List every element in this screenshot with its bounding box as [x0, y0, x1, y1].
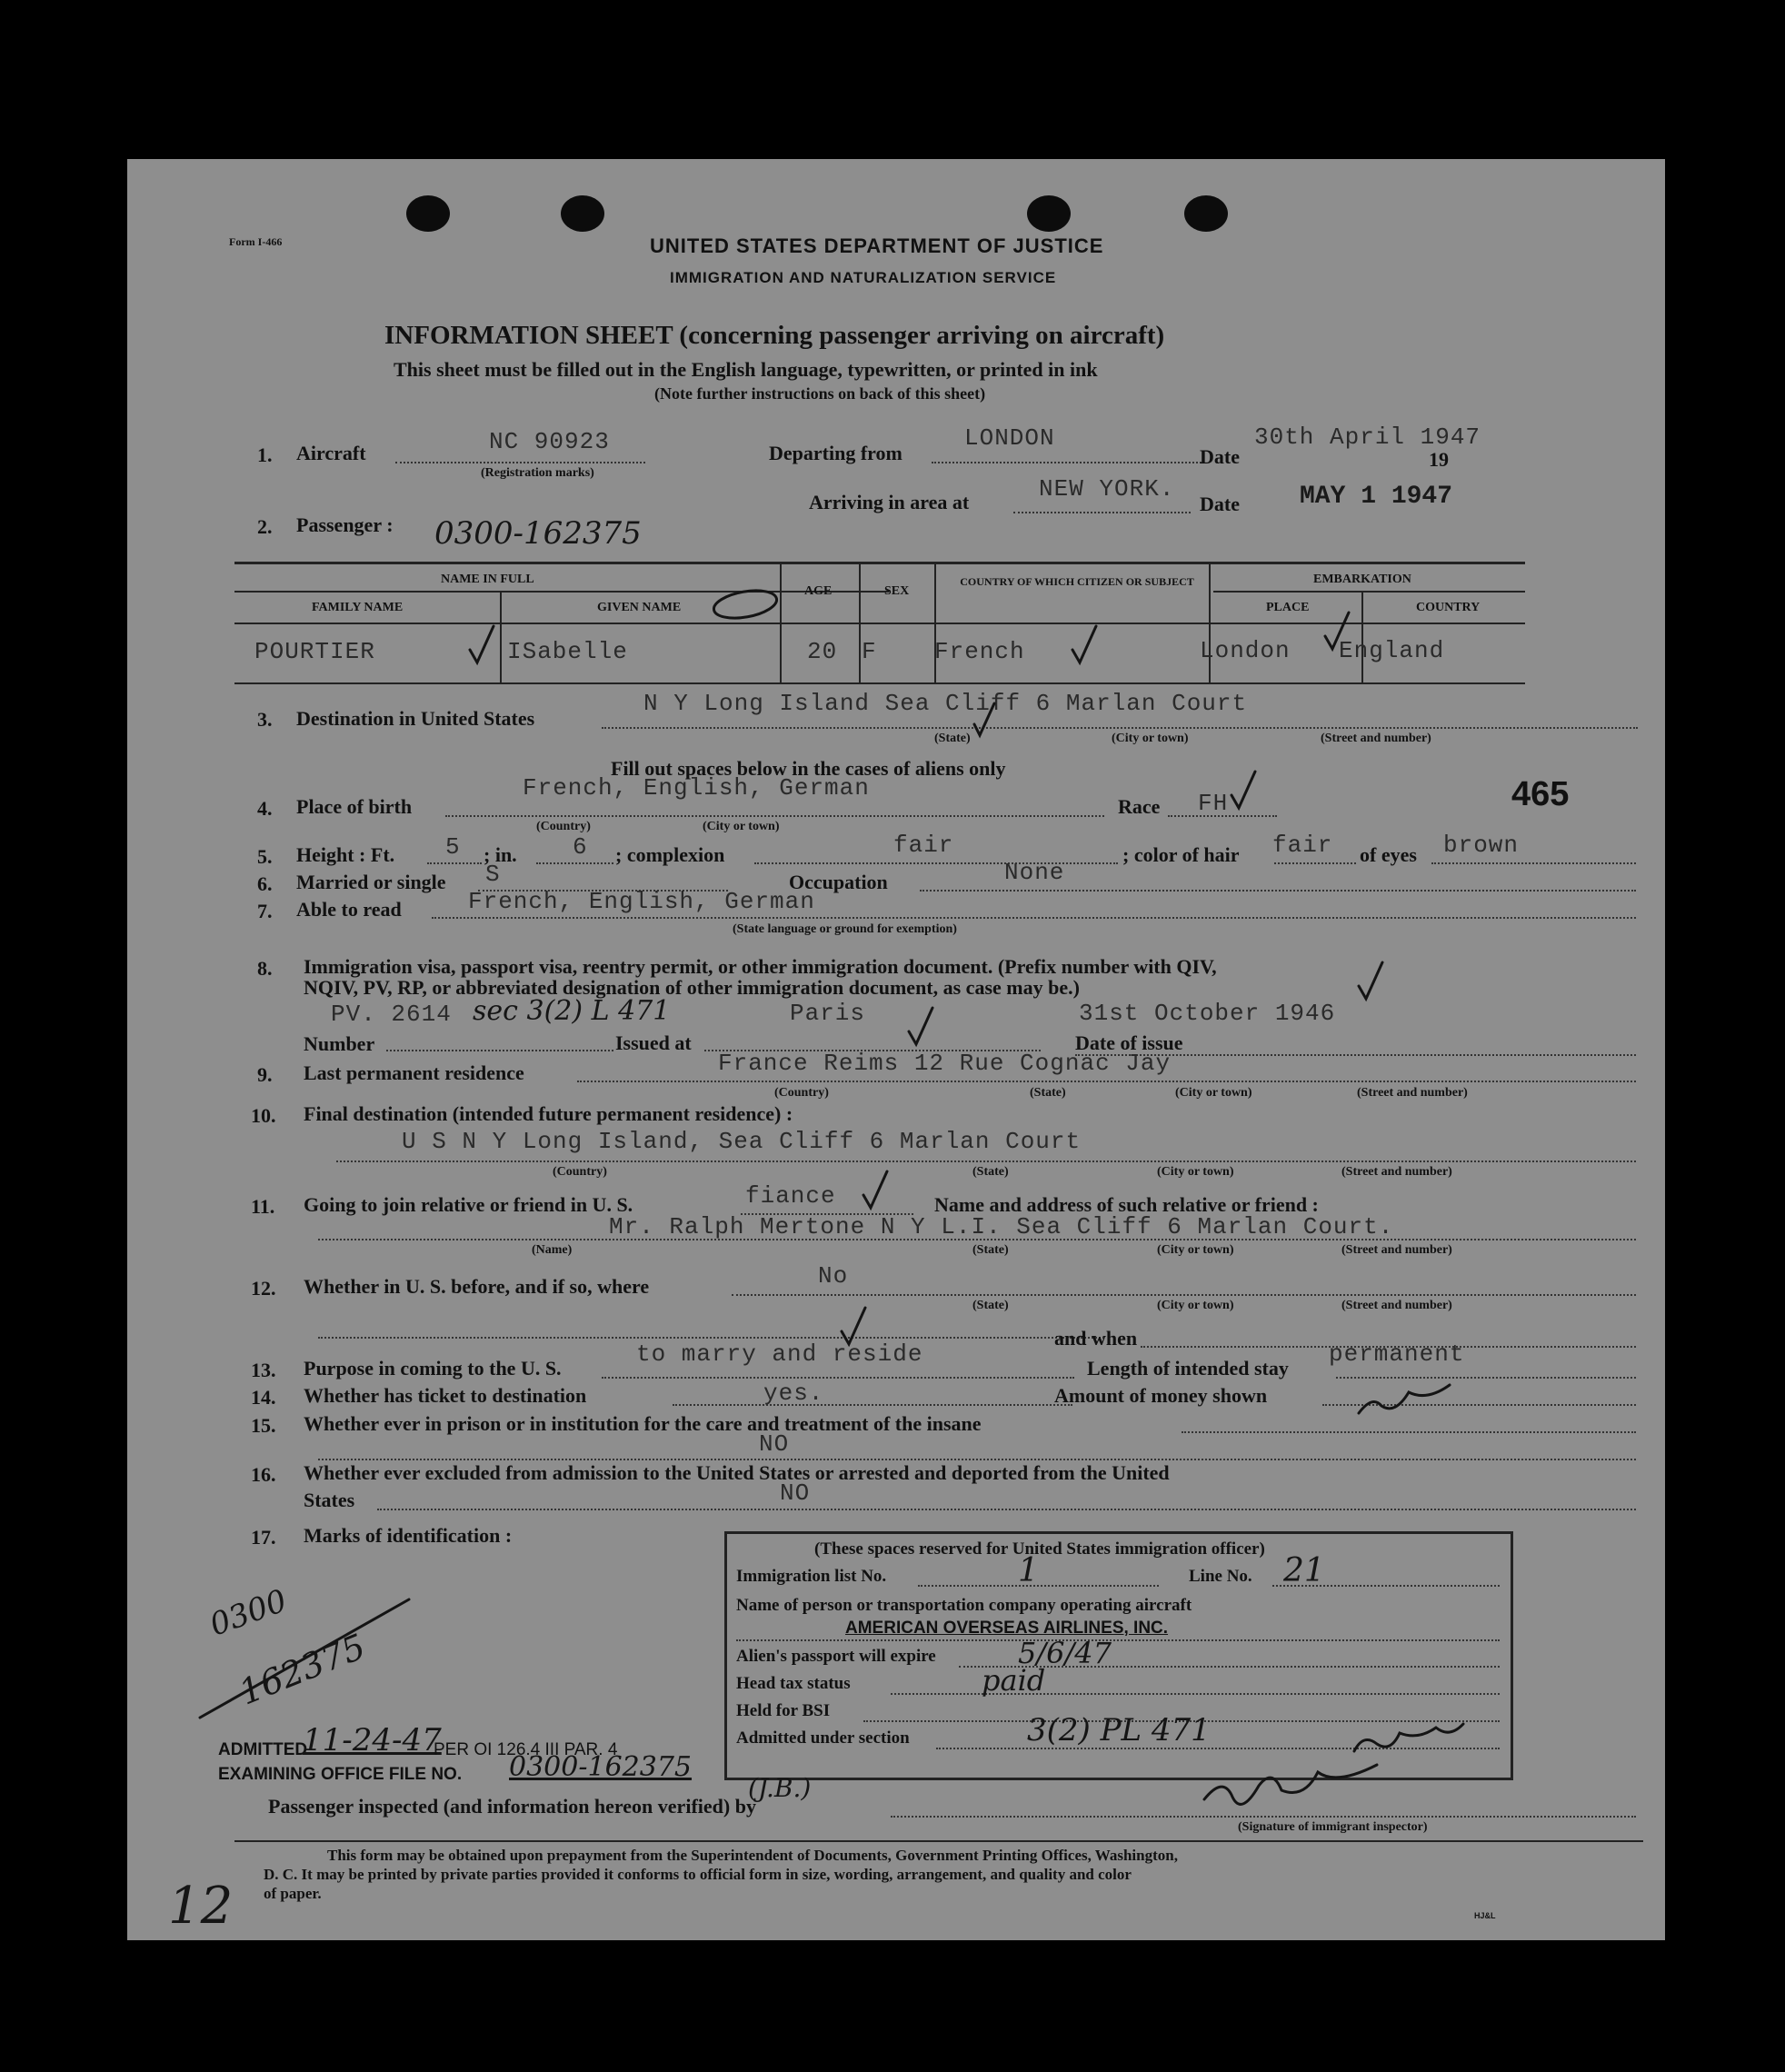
- family-name-header: FAMILY NAME: [312, 601, 404, 614]
- item-number: 15.: [251, 1414, 276, 1437]
- item-number: 3.: [257, 708, 273, 731]
- join-address-value: Mr. Ralph Mertone N Y L.I. Sea Cliff 6 Marlan Court.: [609, 1213, 1394, 1240]
- inspected-label: Passenger inspected (and information hereon verified) by: [268, 1795, 756, 1818]
- admitted-date: 11-24-47: [303, 1722, 442, 1758]
- prison-value: NO: [759, 1430, 790, 1458]
- check-mark-icon: [974, 703, 994, 735]
- form-note: (Note further instructions on back of this sheet): [654, 384, 986, 403]
- service-name: IMMIGRATION AND NATURALIZATION SERVICE: [670, 269, 1057, 286]
- number-label: Number: [304, 1032, 375, 1055]
- excluded-value: NO: [780, 1479, 811, 1507]
- street-caption: (Street and number): [1357, 1086, 1468, 1100]
- item-number: 17.: [251, 1526, 276, 1549]
- marks-handwritten-2: 162375: [234, 1626, 372, 1713]
- head-tax-label: Head tax status: [736, 1674, 851, 1693]
- check-mark-icon: [842, 1308, 865, 1344]
- complexion-label: ; complexion: [615, 843, 725, 866]
- section-value: 3(2) PL 471: [1027, 1712, 1211, 1748]
- hair-label: ; color of hair: [1122, 843, 1240, 866]
- aliens-only-heading: Fill out spaces below in the cases of aliens only: [611, 757, 1006, 780]
- ticket-label: Whether has ticket to destination: [304, 1384, 587, 1407]
- arriving-label: Arriving in area at: [809, 491, 970, 513]
- length-label: Length of intended stay: [1087, 1357, 1289, 1380]
- when-label: and when: [1054, 1327, 1138, 1350]
- admitted-per: PER OI 126.4 III PAR. 4: [434, 1740, 618, 1759]
- form-number: Form I-466: [229, 235, 283, 248]
- occupation-label: Occupation: [789, 871, 888, 893]
- registration-caption: (Registration marks): [481, 466, 594, 480]
- race-value: FH: [1198, 790, 1229, 817]
- check-mark-icon: [909, 1008, 932, 1044]
- eyes-value: brown: [1443, 832, 1520, 859]
- check-mark-icon: [470, 626, 494, 662]
- passport-expire-label: Alien's passport will expire: [736, 1647, 936, 1666]
- item-number: 13.: [251, 1359, 276, 1381]
- inspector-initials: (J.B.): [748, 1773, 812, 1803]
- bsi-label: Held for BSI: [736, 1701, 831, 1720]
- item-number: 2.: [257, 515, 273, 538]
- excluded-label: Whether ever excluded from admission to the United States or arrested and deported from the United: [304, 1461, 1170, 1484]
- item-number: 6.: [257, 872, 273, 895]
- given-name-circle: [712, 586, 779, 623]
- check-mark-icon: [1072, 626, 1096, 662]
- citizen-header: COUNTRY OF WHICH CITIZEN OR SUBJECT: [960, 575, 1194, 588]
- height-label: Height : Ft.: [296, 843, 395, 866]
- company-label: Name of person or transportation company operating aircraft: [736, 1596, 1192, 1615]
- join-value: fiance: [745, 1182, 836, 1210]
- passenger-label: Passenger :: [296, 513, 394, 536]
- given-name-header: GIVEN NAME: [597, 601, 682, 614]
- departing-label: Departing from: [769, 442, 902, 464]
- printer-mark: HJ&L: [1474, 1911, 1496, 1920]
- country-caption: (Country): [553, 1165, 607, 1179]
- item-number: 16.: [251, 1463, 276, 1486]
- city-caption: (City or town): [1175, 1086, 1252, 1100]
- state-caption: (State): [972, 1243, 1009, 1257]
- street-caption: (Street and number): [1321, 732, 1431, 745]
- immigration-list-label: Immigration list No.: [736, 1567, 887, 1586]
- examining-file-value: 0300-162375: [509, 1751, 693, 1783]
- form-sheet: [127, 159, 1665, 1940]
- check-mark-icon: [1325, 613, 1349, 649]
- form-subtitle: This sheet must be filled out in the English language, typewritten, or printed in ink: [394, 358, 1098, 381]
- state-caption: (State): [1030, 1086, 1066, 1100]
- residence-value: France Reims 12 Rue Cognac Jay: [718, 1050, 1172, 1077]
- state-caption: (State): [972, 1165, 1009, 1179]
- section-label: Admitted under section: [736, 1728, 910, 1748]
- form-title: INFORMATION SHEET (concerning passenger arriving on aircraft): [384, 321, 1165, 350]
- embarkation-header: EMBARKATION: [1313, 573, 1411, 586]
- notice-line-3: of paper.: [264, 1885, 322, 1902]
- line-number-value: 21: [1283, 1552, 1325, 1589]
- item-number: 1.: [257, 443, 273, 466]
- state-caption: (State): [972, 1299, 1009, 1312]
- birth-label: Place of birth: [296, 795, 413, 818]
- states-label: States: [304, 1489, 355, 1511]
- sex-value: F: [862, 638, 877, 665]
- city-caption: (City or town): [1157, 1165, 1234, 1179]
- length-value: permanent: [1329, 1340, 1465, 1368]
- signature-caption: (Signature of immigrant inspector): [1238, 1820, 1428, 1834]
- arrival-date-label: Date: [1200, 493, 1240, 515]
- year-prefix: 19: [1429, 448, 1449, 471]
- street-caption: (Street and number): [1341, 1299, 1452, 1312]
- given-name-value: ISabelle: [507, 638, 628, 665]
- item-number: 8.: [257, 957, 273, 980]
- marks-label: Marks of identification :: [304, 1524, 513, 1547]
- country-header: COUNTRY: [1416, 601, 1481, 614]
- check-mark-icon: [1359, 962, 1382, 999]
- street-caption: (Street and number): [1341, 1165, 1452, 1179]
- admitted-label: ADMITTED: [218, 1740, 308, 1759]
- money-scribble: [1359, 1385, 1450, 1413]
- country-caption: (Country): [774, 1086, 829, 1100]
- notice-line-1: This form may be obtained upon prepayment from the Superintendent of Documents, Government Printing Offices, Washington,: [327, 1847, 1178, 1864]
- visa-text-line-2: NQIV, PV, RP, or abbreviated designation of other immigration document, as case may be.): [304, 976, 1080, 999]
- country-caption: (Country): [536, 820, 591, 833]
- before-value: No: [818, 1262, 849, 1290]
- item-number: 9.: [257, 1063, 273, 1086]
- issue-date-label: Date of issue: [1075, 1031, 1183, 1054]
- item-number: 7.: [257, 900, 273, 922]
- visa-handwritten-note: sec 3(2) L 471: [473, 995, 671, 1027]
- prison-label: Whether ever in prison or in institution for the care and treatment of the insane: [304, 1412, 982, 1435]
- read-caption: (State language or ground for exemption): [733, 922, 957, 936]
- officer-box-header: (These spaces reserved for United States immigration officer): [814, 1539, 1265, 1559]
- item-number: 4.: [257, 797, 273, 820]
- head-tax-value: paid: [982, 1663, 1046, 1698]
- notice-line-2: D. C. It may be printed by private parties provided it conforms to official form in size, wording, arrangement, and quality and color: [264, 1866, 1132, 1883]
- pen-marks: [127, 159, 1665, 1940]
- residence-label: Last permanent residence: [304, 1061, 524, 1084]
- final-destination-value: U S N Y Long Island, Sea Cliff 6 Marlan Court: [402, 1128, 1082, 1155]
- height-ft-value: 5: [445, 833, 461, 861]
- age-header: AGE: [804, 584, 833, 598]
- in-label: ; in.: [484, 843, 517, 866]
- item-number: 5.: [257, 845, 273, 868]
- passenger-file-handwritten: 0300-162375: [434, 515, 642, 552]
- visa-issued-value: Paris: [790, 1000, 866, 1027]
- state-caption: (State): [934, 732, 971, 745]
- check-mark-icon: [863, 1171, 887, 1208]
- citizen-value: French: [934, 638, 1025, 665]
- join-name-label: Name and address of such relative or friend :: [934, 1193, 1319, 1216]
- married-value: S: [485, 861, 501, 888]
- name-in-full-header: NAME IN FULL: [441, 573, 534, 586]
- item-number: 14.: [251, 1386, 276, 1409]
- race-label: Race: [1118, 795, 1161, 818]
- item-number: 11.: [251, 1195, 275, 1218]
- departing-value: LONDON: [964, 424, 1055, 452]
- visa-number-value: PV. 2614: [331, 1001, 452, 1028]
- hair-value: fair: [1272, 832, 1333, 859]
- sex-header: SEX: [884, 584, 910, 598]
- arriving-value: NEW YORK.: [1039, 475, 1175, 503]
- marks-slash: [200, 1599, 409, 1718]
- name-caption: (Name): [532, 1243, 573, 1257]
- place-header: PLACE: [1266, 601, 1310, 614]
- family-name-value: POURTIER: [254, 638, 375, 665]
- passport-expire-value: 5/6/47: [1018, 1636, 1112, 1670]
- before-label: Whether in U. S. before, and if so, where: [304, 1275, 650, 1298]
- issued-label: Issued at: [615, 1031, 692, 1054]
- destination-label: Destination in United States: [296, 707, 535, 730]
- inspector-signature: [1204, 1765, 1377, 1804]
- date-value: 30th April 1947: [1254, 423, 1481, 451]
- married-label: Married or single: [296, 871, 446, 893]
- arrival-date-stamp: MAY 1 1947: [1300, 483, 1453, 511]
- company-value: AMERICAN OVERSEAS AIRLINES, INC.: [845, 1619, 1169, 1638]
- check-mark-icon: [1232, 772, 1255, 808]
- height-in-value: 6: [573, 833, 588, 861]
- birth-value: French, English, German: [523, 774, 870, 802]
- date-label: Date: [1200, 445, 1240, 468]
- officer-section-signature: [1354, 1724, 1463, 1751]
- embark-place-value: London: [1200, 637, 1291, 664]
- age-value: 20: [807, 638, 838, 665]
- city-caption: (City or town): [1157, 1243, 1234, 1257]
- visa-date-value: 31st October 1946: [1079, 1000, 1336, 1027]
- visa-text-line-1: Immigration visa, passport visa, reentry permit, or other immigration document. (Prefix number with QIV,: [304, 955, 1217, 978]
- street-caption: (Street and number): [1341, 1243, 1452, 1257]
- final-destination-label: Final destination (intended future permanent residence) :: [304, 1102, 793, 1125]
- embark-country-value: England: [1339, 637, 1445, 664]
- stamp-465: 465: [1511, 775, 1570, 813]
- item-number: 10.: [251, 1104, 276, 1127]
- line-number-label: Line No.: [1189, 1567, 1252, 1586]
- city-caption: (City or town): [703, 820, 780, 833]
- city-caption: (City or town): [1157, 1299, 1234, 1312]
- complexion-value: fair: [893, 832, 954, 859]
- destination-value: N Y Long Island Sea Cliff 6 Marlan Court: [643, 690, 1248, 717]
- occupation-value: None: [1004, 859, 1065, 886]
- join-label: Going to join relative or friend in U. S.: [304, 1193, 633, 1216]
- immigration-list-value: 1: [1018, 1552, 1039, 1589]
- eyes-label: of eyes: [1360, 843, 1417, 866]
- item-number: 12.: [251, 1277, 276, 1300]
- aircraft-label: Aircraft: [296, 442, 366, 464]
- read-value: French, English, German: [468, 888, 815, 915]
- purpose-label: Purpose in coming to the U. S.: [304, 1357, 562, 1380]
- marks-handwritten-1: 0300: [204, 1582, 292, 1644]
- read-label: Able to read: [296, 898, 402, 921]
- aircraft-value: NC 90923: [489, 428, 610, 455]
- purpose-value: to marry and reside: [636, 1340, 923, 1368]
- department-name: UNITED STATES DEPARTMENT OF JUSTICE: [650, 234, 1104, 257]
- page-number-handwritten: 12: [168, 1877, 234, 1936]
- city-caption: (City or town): [1112, 732, 1189, 745]
- money-label: Amount of money shown: [1054, 1384, 1268, 1407]
- ticket-value: yes.: [763, 1380, 824, 1407]
- examining-file-label: EXAMINING OFFICE FILE NO.: [218, 1765, 463, 1784]
